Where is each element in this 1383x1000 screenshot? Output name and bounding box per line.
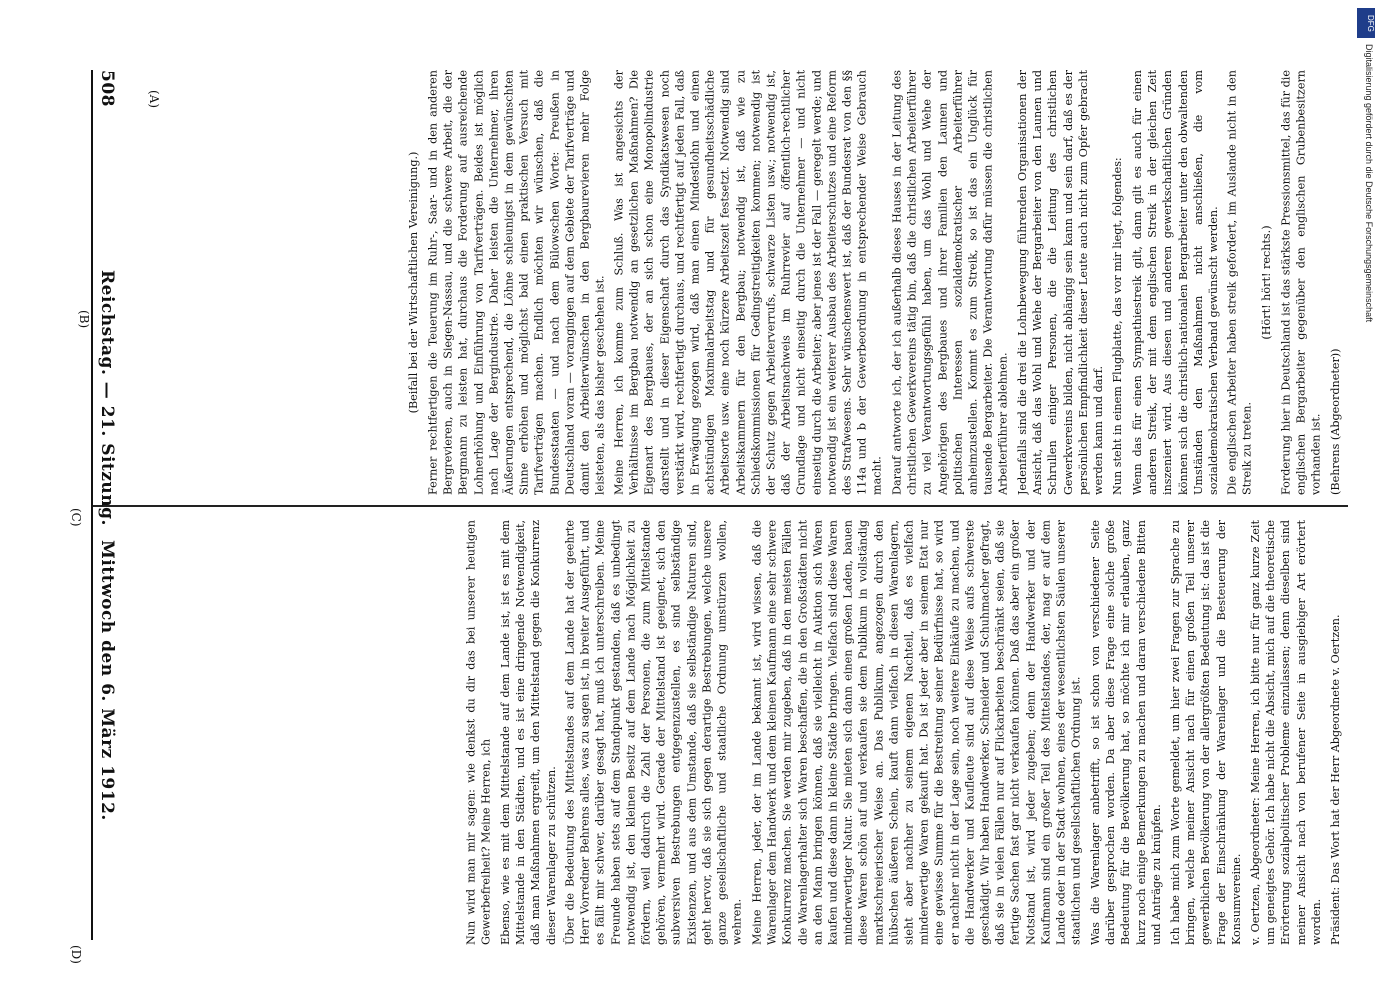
paragraph: Wenn das für einen Sympathiestreik gilt, dann gilt es auch für einen anderen Streik, der mit dem englischen Streik in der gleichen Zeit inszeniert wird. Aus diesen und anderen gewerkschaftlichen Gründen können sich die christlich-nationalen Bergarbeiter unter den obwaltenden Umständen den Maßnahmen nicht anschließen, die vom sozialdemokratischen Verband gewünscht werden.: [1130, 70, 1220, 495]
paragraph: Ferner rechtfertigen die Teuerung im Ruhr-, Saar- und in den anderen Bergrevieren, auch in Siegen-Nassau, und die schwere Arbeit, die der Bergmann zu leisten hat, durchaus die Forderung auf ausreichende Lohnerhöhung und Einführung von Tarifverträgen. Beides ist möglich nach Lage der Bergindustrie. Daher leisten die Unternehmer, ihren Äußerungen entsprechend, die Löhne schleunigst in dem gewünschten Sinne erhöhen und möglichst bald einen praktischen Versuch mit Tarifverträgen machen. Endlich möchten wir wünschen, daß die Bundesstaaten — und nach dem Bülowschen Worte: Preußen in Deutschland voran — vorangingen auf dem Gebiete der Tarifverträge und damit den Arbeiterwünschen in den Bergbaurevieren mehr Folge leisteten, als das bisher geschehen ist.: [426, 70, 607, 495]
page-number: 508: [97, 70, 117, 107]
paragraph: Ich habe mich zum Worte gemeldet, um hier zwei Fragen zur Sprache zu bringen, welche meiner Ansicht nach für einen großen Teil unserer gewerblichen Bevölkerung von der allergrößten Bedeutung ist: das ist die Frage der Einschränkung der Warenlager und die Besteuerung der Konsumvereine.: [1168, 520, 1243, 945]
paragraph: Meine Herren, jeder, der im Lande bekannt ist, wird wissen, daß die Warenlager dem Handwerk und dem kleinen Kaufmann eine sehr schwere Konkurrenz machen. Sie werden mir zugeben, daß in den meisten Fällen die Warenlagerhalter sich Waren beschaffen, die in den Großstädten nicht an den Mann bringen können, daß sie vielleicht in Auktion sich Waren kaufen und diese dann in kleine Städte bringen. Vielfach sind diese Waren minderwertiger Natur. Sie mieten sich dann einen großen Laden, bauen diese Waren schön auf und verkaufen sie dem Publikum in vollständig marktschreierischer Weise an. Das Publikum, angezogen durch den hübschen äußeren Schein, kauft dann vielfach in diesen Warenlagern, sieht aber nachher zu seinem eigenen Nachteil, daß es vielfach minderwertige Waren gekauft hat. Da ist jeder aber in seinem Etat nur eine gewisse Summe für die Bestreitung seiner Bedürfnisse hat, so wird er nachher nicht in der Lage sein, noch weitere Einkäufe zu machen, und die Handwerker und Kaufleute sind auf diese Weise aufs schwerste geschädigt. Wir haben Handwerker, Schneider und Schuhmacher gefragt, daß sie in vielen Fällen nur auf Flickarbeiten beschränkt seien, daß sie fertige Sachen fast gar nicht verkaufen können. Daß das aber ein großer Notstand ist, wird jeder zugeben; denn der Handwerker und der Kaufmann sind ein großer Teil des Mittelstandes, der, mag er auf dem Lande oder in der Stadt wohnen, eines der wesentlichsten Säulen unserer staatlichen und gesellschaftlichen Ordnung ist.: [750, 520, 1083, 945]
paragraph: Präsident: Das Wort hat der Herr Abgeordnete v. Oertzen.: [1328, 614, 1342, 945]
paragraph: Darauf antworte ich, der ich außerhalb dieses Hauses in der Leitung des christlichen Gewerkvereins tätig bin, daß die christlichen Arbeiterführer zu viel Verantwortungsgefühl haben, um das Wohl und Wehe der Angehörigen des Bergbaues und ihrer Familien den Launen und politischen Interessen sozialdemokratischer Arbeiterführer anheimzustellen. Kommt es zum Streik, so ist das ein Unglück für tausende Bergarbeiter. Die Verantwortung dafür müssen die christlichen Arbeiterführer ablehnen.: [890, 70, 1010, 495]
dfg-logo: DFG: [1357, 8, 1375, 38]
paragraph: Meine Herren, ich komme zum Schluß. Was ist angesichts der Verhältnisse im Bergbau notwendig an gesetzlichen Maßnahmen? Die Eigenart des Bergbaues, der an sich schon eine Monopolindustrie darstellt und in dieser Eigenschaft durch das Syndikatswesen noch verstärkt wird, rechtfertigt durchaus, und rechtfertigt auf jeden Fall, daß in Erwägung gezogen wird, daß man einen Mindestlohn und einen achtstündigen Maximalarbeitstag und für gesundheitsschädliche Arbeitsorte usw. eine noch kürzere Arbeitszeit festsetzt. Notwendig sind Arbeitskammern für den Bergbau; notwendig ist, daß wie zu Schiedskommissionen für Gedingstreitigkeiten kommen; notwendig ist der Schutz gegen Arbeiterverrufs, schwarze Listen usw.; notwendig ist, daß der Arbeitsnachweis im Ruhrrevier auf öffentlich-rechtlicher Grundlage und nicht einseitig durch die Unternehmer — und nicht einseitig durch die Arbeiter; aber jenes ist der Fall — geregelt werde; und notwendig ist ein weiterer Ausbau des Arbeiterschutzes und eine Reform des Strafwesens. Sehr wünschenswert ist, daß der Bundesrat von den §§ 114a und b der Gewerbeordnung in entsprechender Weise Gebrauch macht.: [612, 70, 885, 495]
margin-marker-a: (A): [147, 90, 161, 109]
paragraph: Nun wird man mir sagen: wie denkst du dir das bei unserer heutigen Gewerbefreiheit? Meine Herren, ich: [464, 520, 493, 945]
paragraph: Jedenfalls sind die drei die Lohnbewegung führenden Organisationen der Ansicht, daß das Wohl und Wehe der Bergarbeiter von den Launen und Schrullen einiger Personen, die die Leitung des christlichen Gewerkvereins bilden, nicht abhängig sein kann und sein darf, daß es der persönlichen Empfindlichkeit dieser Leute auch nicht zum Opfer gebracht werden kann und darf.: [1015, 70, 1105, 495]
paragraph: Was die Warenlager anbetrifft, so ist schon von verschiedener Seite darüber gesprochen worden. Da aber diese Frage eine solche große Bedeutung für die Bevölkerung hat, so möchte ich mir erlauben, ganz kurz noch einige Bemerkungen zu machen und daran verschiedene Bitten und Anträge zu knüpfen.: [1088, 520, 1163, 945]
right-column: [103, 520, 1343, 945]
paragraph: Forderung hier in Deutschland ist das stärkste Pressionsmittel, das für die englischen Bergarbeiter gegenüber den englischen Grubenbesitzern vorhanden ist.: [1279, 70, 1323, 495]
header-rule: [91, 70, 93, 940]
paragraph: (Hört! hört! rechts.): [1259, 225, 1273, 340]
column-divider: [93, 505, 1348, 507]
paragraph: (Beifall bei der Wirtschaftlichen Vereinigung.): [407, 151, 421, 414]
margin-marker-c: (C): [69, 508, 83, 527]
margin-marker-d: (D): [69, 945, 83, 964]
margin-marker-b: (B): [77, 310, 91, 329]
paragraph: Die englischen Arbeiter haben streik gefordert, im Auslande nicht in den Streik zu treten.: [1225, 70, 1254, 495]
digitization-credit: Digitalisierung gefördert durch die Deutsche Forschungsgemeinschaft: [1364, 44, 1374, 323]
session-date: Mittwoch den 6. März 1912.: [97, 540, 117, 821]
paragraph: Über die Bedeutung des Mittelstandes auf dem Lande hat der geehrte Herr Vorredner Behrens alles, was zu sagen ist, in breiter Ausgeführt, und es fällt mir schwer, darüber gesagt hat, muß ich unterschreiben. Meine Freunde haben stets auf dem Standpunkt gestanden, daß es unbedingt notwendig ist, den kleinen Besitz auf dem Lande nach Möglichkeit zu fördern, weil dadurch die Zahl der Personen, die zum Mittelstande gehören, vermehrt wird. Gerade der Mittelstand ist geeignet, sich den subversiven Bestrebungen entgegenzustellen, es sind selbständige Existenzen, und aus dem Umstande, daß sie selbständige Naturen sind, geht hervor, daß sie sich gegen derartige Bestrebungen, welche unsere ganze gesellschaftliche und staatliche Ordnung umstürzen wollen, wehren.: [563, 520, 745, 945]
paragraph: (Behrens (Abgeordneter)): [1328, 348, 1342, 495]
paragraph: Nun steht in einem Flugblatte, das vor mir liegt, folgendes:: [1111, 157, 1125, 495]
paragraph: v. Oertzen, Abgeordneter: Meine Herren, ich bitte nur für ganz kurze Zeit um geneigtes Gehör. Ich habe nicht die Absicht, mich auf die theoretische Erörterung sozialpolitischer Probleme einzulassen; denn dieselben sind meiner Ansicht nach von berufener Seite in ausgiebiger Art erörtert worden.: [1248, 520, 1323, 945]
paragraph: Ebenso, wie es mit dem Mittelstande auf dem Lande ist, ist es mit dem Mittelstande in den Städten, und es ist eine dringende Notwendigkeit, daß man Maßnahmen ergreift, um den Mittelstand gegen die Konkurrenz dieser Warenlager zu schützen.: [499, 520, 558, 945]
session-title: Reichstag. — 21. Sitzung.: [97, 270, 117, 526]
left-column: [103, 70, 1343, 495]
